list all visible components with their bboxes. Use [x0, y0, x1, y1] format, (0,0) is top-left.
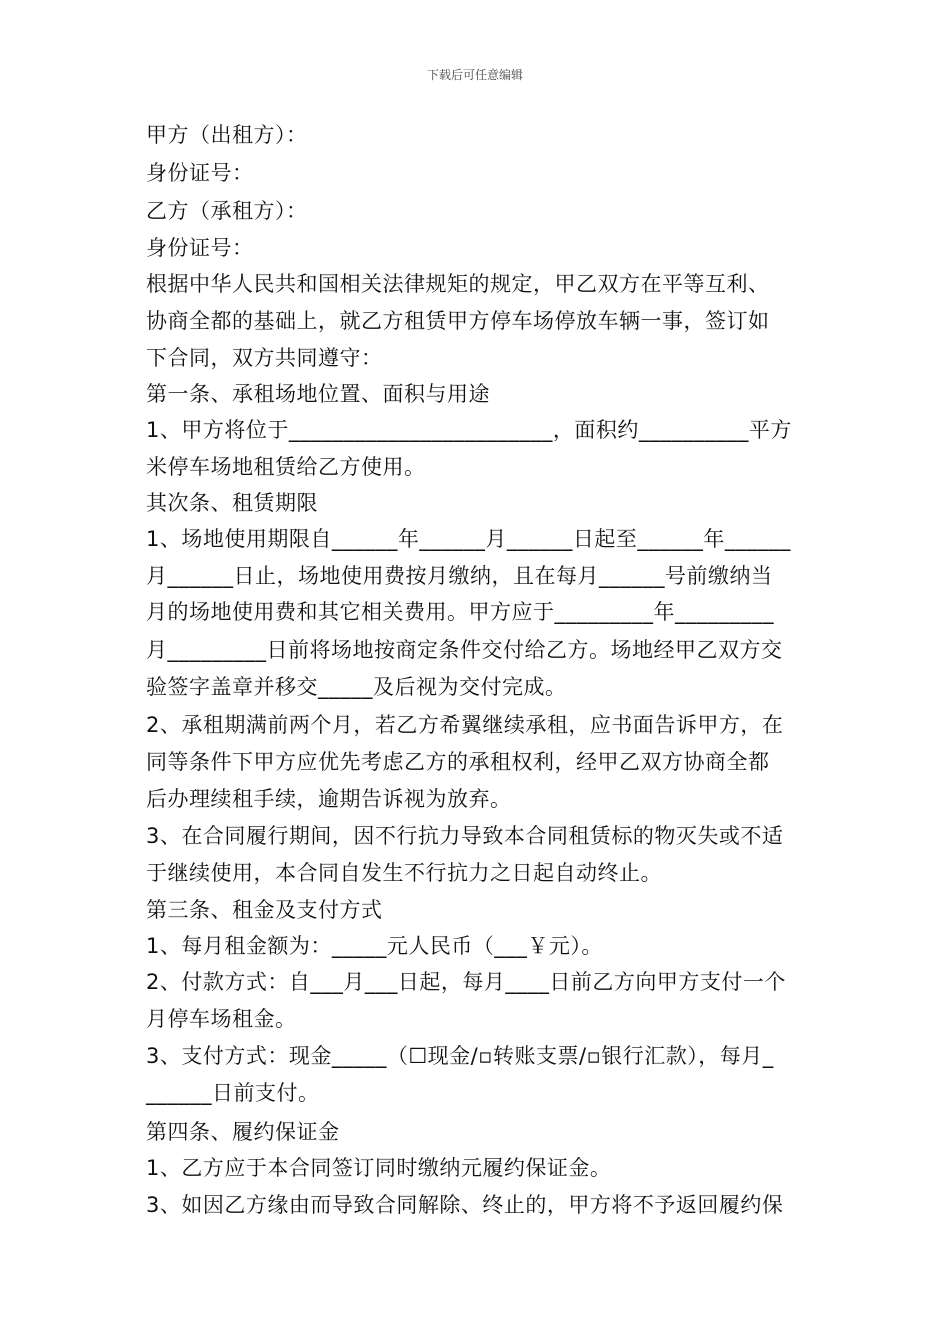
text-line: 月停车场租金。	[146, 1007, 297, 1031]
text-line: 根据中华人民共和国相关法律规矩的规定，甲乙双方在平等互利、	[146, 272, 770, 296]
text-line: 1、甲方将位于________________________，面积约__________平方	[146, 418, 792, 442]
text-line: 3、支付方式：现金_____（☐现金/▫转账支票/▫银行汇款），每月_	[146, 1044, 774, 1068]
text-line: 甲方（出租方）：	[146, 123, 308, 147]
text-line: 身份证号：	[146, 236, 254, 260]
header-note: 下载后可任意编辑	[426, 68, 523, 82]
text-line: 后办理续租手续，逾期告诉视为放弃。	[146, 787, 512, 811]
text-line: 2、承租期满前两个月，若乙方希翼继续承租，应书面告诉甲方，在	[146, 713, 784, 737]
section-heading: 第一条、承租场地位置、面积与用途	[146, 382, 490, 406]
text-line: 3、如因乙方缘由而导致合同解除、终止的，甲方将不予返回履约保	[146, 1193, 784, 1217]
text-line: 身份证号：	[146, 161, 254, 185]
section-heading: 第三条、租金及支付方式	[146, 898, 383, 922]
text-line: 1、乙方应于本合同签订同时缴纳元履约保证金。	[146, 1156, 612, 1180]
text-line: 乙方（承租方）：	[146, 199, 308, 223]
text-line: 2、付款方式：自___月___日起，每月____日前乙方向甲方支付一个	[146, 970, 786, 994]
text-line: 米停车场地租赁给乙方使用。	[146, 455, 426, 479]
section-heading: 其次条、租赁期限	[146, 491, 318, 515]
section-heading: 第四条、履约保证金	[146, 1120, 340, 1144]
text-line: 同等条件下甲方应优先考虑乙方的承租权利，经甲乙双方协商全都	[146, 750, 770, 774]
text-line: 月_________日前将场地按商定条件交付给乙方。场地经甲乙双方交	[146, 638, 783, 662]
text-line: 1、每月租金额为：_____元人民币（___￥元）。	[146, 934, 603, 958]
text-line: 于继续使用，本合同自发生不行抗力之日起自动终止。	[146, 861, 662, 885]
text-line: 月的场地使用费和其它相关费用。甲方应于_________年_________	[146, 600, 774, 624]
text-line: 下合同，双方共同遵守：	[146, 346, 383, 370]
text-line: 3、在合同履行期间，因不行抗力导致本合同租赁标的物灭失或不适	[146, 824, 784, 848]
text-line: 协商全都的基础上，就乙方租赁甲方停车场停放车辆一事，签订如	[146, 309, 770, 333]
text-line: 验签字盖章并移交_____及后视为交付完成。	[146, 675, 567, 699]
text-line: ______日前支付。	[146, 1081, 320, 1105]
text-line: 1、场地使用期限自______年______月______日起至______年______	[146, 527, 791, 551]
text-line: 月______日止，场地使用费按月缴纳，且在每月______号前缴纳当	[146, 564, 773, 588]
